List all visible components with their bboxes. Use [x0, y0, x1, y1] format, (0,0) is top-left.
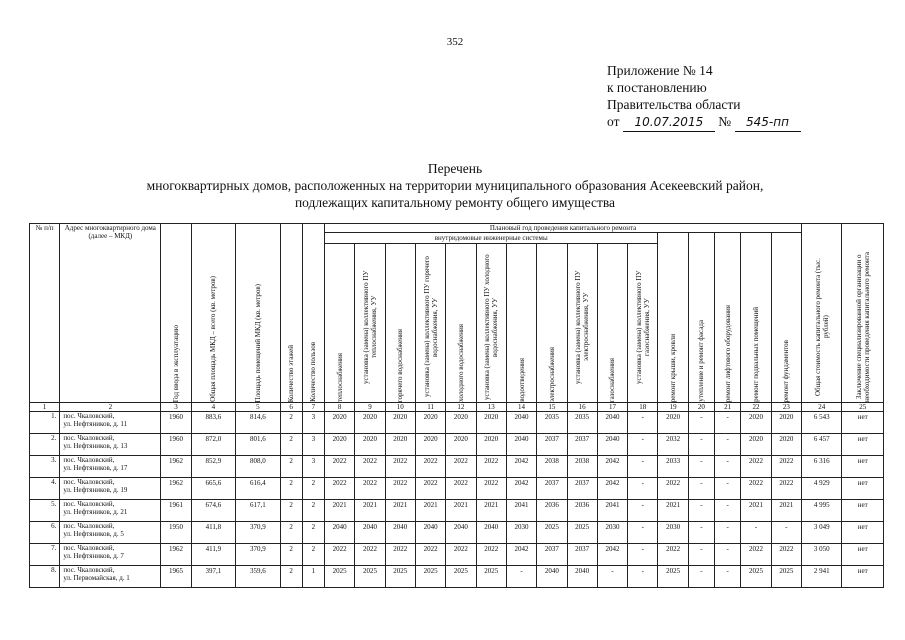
appendix-decree-line	[607, 113, 801, 132]
row-cell-c16: 2040	[567, 566, 597, 588]
row-users: 2	[302, 500, 324, 522]
row-cell-c9: 2020	[355, 412, 385, 434]
row-cell-c15: 2040	[537, 566, 567, 588]
header-floors: Количество этажей	[287, 344, 296, 402]
row-cell-c24: 4 929	[802, 478, 842, 500]
address-line-1: пос. Чкаловский,	[63, 544, 115, 552]
row-cell-c8: 2022	[325, 456, 355, 478]
column-number: 15	[537, 403, 567, 412]
row-address	[60, 522, 161, 544]
table-body	[30, 412, 884, 588]
row-cell-c25: нет	[842, 434, 884, 456]
row-cell-c12: 2025	[446, 566, 476, 588]
header-cost: Общая стоимость капитального ремонта (тыс. рублей)	[813, 258, 830, 396]
row-premises-area: 370,9	[236, 522, 280, 544]
table-row	[30, 544, 884, 566]
header-address: Адрес многоквартирного дома (далее – МКД)	[60, 224, 161, 403]
row-cell-c23: 2022	[771, 478, 801, 500]
row-cell-c9: 2022	[355, 456, 385, 478]
row-cell-c14: 2042	[506, 478, 536, 500]
column-number: 7	[302, 403, 324, 412]
row-cell-c19: 2022	[658, 478, 688, 500]
address-line-1: пос. Чкаловский,	[63, 566, 115, 574]
address-line-2: ул. Нефтяников, д. 21	[63, 508, 128, 516]
row-cell-c20: -	[688, 412, 714, 434]
row-cell-c13: 2020	[476, 434, 506, 456]
table-row	[30, 478, 884, 500]
row-cell-c10: 2022	[385, 544, 415, 566]
row-cell-c9: 2020	[355, 434, 385, 456]
row-cell-c17: 2041	[597, 500, 627, 522]
row-cell-c10: 2022	[385, 456, 415, 478]
row-year: 1965	[161, 566, 191, 588]
column-number: 3	[161, 403, 191, 412]
table-row	[30, 500, 884, 522]
row-users: 3	[302, 434, 324, 456]
row-cell-c25: нет	[842, 500, 884, 522]
row-cell-c19: 2020	[658, 412, 688, 434]
column-number: 2	[60, 403, 161, 412]
row-cell-c8: 2022	[325, 544, 355, 566]
address-line-1: пос. Чкаловский,	[63, 456, 115, 464]
row-cell-c15: 2037	[537, 434, 567, 456]
row-cell-c15: 2038	[537, 456, 567, 478]
row-cell-c14: 2040	[506, 434, 536, 456]
row-cell-c23: 2020	[771, 434, 801, 456]
from-label: от	[607, 114, 620, 129]
row-premises-area: 370,9	[236, 544, 280, 566]
title-line-2: многоквартирных домов, расположенных на территории муниципального образования Асекеевский район,	[146, 178, 764, 193]
row-cell-c23: 2021	[771, 500, 801, 522]
row-cell-c12: 2021	[446, 500, 476, 522]
row-cell-c11: 2021	[415, 500, 445, 522]
row-cell-c14: -	[506, 566, 536, 588]
row-cell-c15: 2037	[537, 544, 567, 566]
row-number: 6.	[30, 522, 60, 544]
row-cell-c16: 2038	[567, 456, 597, 478]
row-year: 1961	[161, 500, 191, 522]
row-cell-c17: 2042	[597, 456, 627, 478]
row-cell-c24: 6 543	[802, 412, 842, 434]
row-year: 1950	[161, 522, 191, 544]
row-cell-c21: -	[715, 522, 741, 544]
appendix-line-3: Правительства области	[607, 97, 741, 112]
header-cold-water: холодного водоснабжения	[456, 324, 465, 402]
row-cell-c11: 2020	[415, 434, 445, 456]
row-cell-c22: 2020	[741, 434, 771, 456]
header-heating-meter: установка (замена) коллективного ПУ теплоснабжения, УУ	[361, 270, 378, 384]
row-premises-area: 808,0	[236, 456, 280, 478]
header-foundation: ремонт фундаментов	[782, 339, 791, 402]
row-total-area: 411,9	[191, 544, 235, 566]
row-cell-c19: 2033	[658, 456, 688, 478]
row-cell-c13: 2022	[476, 544, 506, 566]
row-cell-c12: 2020	[446, 434, 476, 456]
row-cell-c22: 2022	[741, 478, 771, 500]
address-line-2: ул. Нефтяников, д. 5	[63, 530, 124, 538]
row-address	[60, 456, 161, 478]
address-line-2: ул. Нефтяников, д. 17	[63, 464, 128, 472]
row-cell-c8: 2022	[325, 478, 355, 500]
row-floors: 2	[280, 412, 302, 434]
row-users: 3	[302, 412, 324, 434]
row-cell-c11: 2040	[415, 522, 445, 544]
address-line-2: ул. Нефтяников, д. 13	[63, 442, 128, 450]
row-cell-c23: 2022	[771, 544, 801, 566]
row-cell-c19: 2030	[658, 522, 688, 544]
row-cell-c10: 2040	[385, 522, 415, 544]
row-cell-c12: 2040	[446, 522, 476, 544]
row-cell-c9: 2021	[355, 500, 385, 522]
row-cell-c18: -	[628, 478, 658, 500]
row-cell-c12: 2022	[446, 544, 476, 566]
header-hot-water-meter: установка (замена) коллективного ПУ горячего водоснабжения, УУ	[422, 256, 439, 398]
row-cell-c15: 2025	[537, 522, 567, 544]
header-electricity-meter: установка (замена) коллективного ПУ электроснабжения, УУ	[574, 270, 591, 384]
row-floors: 2	[280, 434, 302, 456]
address-line-2: ул. Первомайская, д. 1	[63, 574, 130, 582]
row-total-area: 665,6	[191, 478, 235, 500]
title-line-3: подлежащих капитальному ремонту общего имущества	[294, 195, 616, 210]
address-line-1: пос. Чкаловский,	[63, 412, 115, 420]
column-number: 9	[355, 403, 385, 412]
row-cell-c21: -	[715, 544, 741, 566]
row-cell-c18: -	[628, 434, 658, 456]
row-cell-c22: 2021	[741, 500, 771, 522]
column-number: 1	[30, 403, 60, 412]
row-cell-c14: 2030	[506, 522, 536, 544]
row-cell-c9: 2025	[355, 566, 385, 588]
appendix-block	[607, 62, 801, 132]
row-cell-c13: 2025	[476, 566, 506, 588]
row-address	[60, 434, 161, 456]
header-gas: газоснабжения	[608, 357, 617, 402]
column-number: 20	[688, 403, 714, 412]
row-cell-c13: 2022	[476, 456, 506, 478]
row-number: 3.	[30, 456, 60, 478]
row-total-area: 397,1	[191, 566, 235, 588]
column-numbers-row	[30, 403, 884, 412]
row-cell-c20: -	[688, 478, 714, 500]
appendix-line-2: к постановлению	[607, 80, 707, 95]
row-cell-c16: 2035	[567, 412, 597, 434]
row-number: 5.	[30, 500, 60, 522]
row-users: 3	[302, 456, 324, 478]
row-cell-c23: 2022	[771, 456, 801, 478]
row-total-area: 852,9	[191, 456, 235, 478]
column-number: 10	[385, 403, 415, 412]
column-number: 23	[771, 403, 801, 412]
row-cell-c25: нет	[842, 456, 884, 478]
header-premises-area: Площадь помещений МКД (кв. метров)	[253, 283, 262, 402]
row-cell-c9: 2022	[355, 478, 385, 500]
row-cell-c21: -	[715, 434, 741, 456]
header-conclusion: Заключение специализированной организации о необходимости проведения капитального ремонта	[854, 252, 871, 402]
row-cell-c13: 2021	[476, 500, 506, 522]
row-number: 8.	[30, 566, 60, 588]
row-cell-c15: 2035	[537, 412, 567, 434]
address-line-1: пос. Чкаловский,	[63, 478, 115, 486]
row-cell-c8: 2040	[325, 522, 355, 544]
row-cell-c17: 2040	[597, 412, 627, 434]
row-cell-c11: 2022	[415, 478, 445, 500]
row-cell-c24: 3 050	[802, 544, 842, 566]
page-number: 352	[446, 36, 464, 48]
row-cell-c20: -	[688, 544, 714, 566]
row-cell-c10: 2020	[385, 434, 415, 456]
repair-schedule-table	[29, 223, 884, 588]
row-total-area: 674,6	[191, 500, 235, 522]
row-cell-c11: 2022	[415, 456, 445, 478]
row-cell-c16: 2025	[567, 522, 597, 544]
row-cell-c17: -	[597, 566, 627, 588]
row-cell-c23: -	[771, 522, 801, 544]
row-cell-c8: 2020	[325, 434, 355, 456]
row-cell-c14: 2042	[506, 544, 536, 566]
row-floors: 2	[280, 566, 302, 588]
table-row	[30, 456, 884, 478]
row-address	[60, 412, 161, 434]
row-cell-c16: 2037	[567, 544, 597, 566]
header-electricity: электроснабжения	[547, 346, 556, 402]
row-cell-c16: 2036	[567, 500, 597, 522]
header-cold-water-meter: установка (замена) коллективного ПУ холодного водоснабжения, УУ	[483, 254, 500, 400]
row-cell-c20: -	[688, 500, 714, 522]
row-cell-c24: 6 316	[802, 456, 842, 478]
row-cell-c13: 2022	[476, 478, 506, 500]
row-cell-c8: 2021	[325, 500, 355, 522]
header-facade: утепление и ремонт фасада	[697, 320, 706, 402]
table-row	[30, 566, 884, 588]
address-line-1: пос. Чкаловский,	[63, 500, 115, 508]
row-cell-c21: -	[715, 456, 741, 478]
header-basement: ремонт подвальных помещений	[751, 307, 760, 402]
row-cell-c13: 2020	[476, 412, 506, 434]
row-cell-c17: 2040	[597, 434, 627, 456]
document-title	[60, 160, 850, 211]
row-cell-c15: 2036	[537, 500, 567, 522]
row-cell-c10: 2025	[385, 566, 415, 588]
header-year: Год ввода в эксплуатацию	[172, 324, 180, 402]
row-cell-c14: 2040	[506, 412, 536, 434]
row-cell-c10: 2022	[385, 478, 415, 500]
row-cell-c23: 2020	[771, 412, 801, 434]
row-cell-c15: 2037	[537, 478, 567, 500]
row-total-area: 872,0	[191, 434, 235, 456]
address-line-2: ул. Нефтяников, д. 19	[63, 486, 128, 494]
address-line-1: пос. Чкаловский,	[63, 434, 115, 442]
header-roof: ремонт крыши, кровли	[669, 333, 678, 402]
row-year: 1960	[161, 434, 191, 456]
column-number: 12	[446, 403, 476, 412]
row-premises-area: 616,4	[236, 478, 280, 500]
row-cell-c22: 2022	[741, 456, 771, 478]
row-cell-c17: 2030	[597, 522, 627, 544]
row-cell-c18: -	[628, 412, 658, 434]
column-number: 21	[715, 403, 741, 412]
row-cell-c17: 2042	[597, 478, 627, 500]
row-cell-c13: 2040	[476, 522, 506, 544]
row-year: 1960	[161, 412, 191, 434]
row-cell-c14: 2041	[506, 500, 536, 522]
header-planned-year: Плановый год проведения капитального ремонта	[325, 224, 802, 233]
row-cell-c24: 4 995	[802, 500, 842, 522]
row-cell-c9: 2022	[355, 544, 385, 566]
row-cell-c22: 2025	[741, 566, 771, 588]
row-cell-c24: 2 941	[802, 566, 842, 588]
column-number: 8	[325, 403, 355, 412]
header-heating: теплоснабжения	[335, 353, 344, 402]
row-cell-c23: 2025	[771, 566, 801, 588]
row-cell-c12: 2020	[446, 412, 476, 434]
row-users: 2	[302, 478, 324, 500]
row-cell-c18: -	[628, 566, 658, 588]
column-number: 4	[191, 403, 235, 412]
column-number: 11	[415, 403, 445, 412]
row-cell-c19: 2025	[658, 566, 688, 588]
header-num: № п/п	[30, 224, 60, 403]
row-number: 7.	[30, 544, 60, 566]
table-row	[30, 522, 884, 544]
row-cell-c25: нет	[842, 522, 884, 544]
column-number: 22	[741, 403, 771, 412]
header-gas-meter: установка (замена) коллективного ПУ газоснабжения, УУ	[634, 270, 651, 384]
header-users: Количество пользов	[309, 342, 318, 402]
row-cell-c16: 2037	[567, 478, 597, 500]
row-cell-c22: -	[741, 522, 771, 544]
row-cell-c18: -	[628, 500, 658, 522]
row-address	[60, 500, 161, 522]
row-cell-c25: нет	[842, 412, 884, 434]
row-cell-c11: 2022	[415, 544, 445, 566]
row-premises-area: 617,1	[236, 500, 280, 522]
row-cell-c18: -	[628, 456, 658, 478]
decree-number: 545-пп	[735, 114, 801, 132]
row-address	[60, 544, 161, 566]
appendix-line-1: Приложение № 14	[607, 63, 713, 78]
column-number: 24	[802, 403, 842, 412]
row-floors: 2	[280, 456, 302, 478]
column-number: 14	[506, 403, 536, 412]
row-cell-c11: 2025	[415, 566, 445, 588]
row-year: 1962	[161, 456, 191, 478]
address-line-2: ул. Нефтяников, д. 11	[63, 420, 128, 428]
column-number: 18	[628, 403, 658, 412]
row-cell-c21: -	[715, 412, 741, 434]
row-address	[60, 478, 161, 500]
row-number: 4.	[30, 478, 60, 500]
title-line-1: Перечень	[427, 161, 483, 176]
row-cell-c21: -	[715, 566, 741, 588]
table-row	[30, 412, 884, 434]
header-hot-water: горячего водоснабжения	[396, 328, 405, 402]
row-cell-c20: -	[688, 566, 714, 588]
row-cell-c19: 2022	[658, 544, 688, 566]
row-total-area: 411,8	[191, 522, 235, 544]
number-label: №	[718, 114, 732, 129]
row-cell-c9: 2040	[355, 522, 385, 544]
row-cell-c20: -	[688, 434, 714, 456]
row-cell-c12: 2022	[446, 456, 476, 478]
row-users: 1	[302, 566, 324, 588]
column-number: 13	[476, 403, 506, 412]
row-floors: 2	[280, 500, 302, 522]
header-internal-systems: внутридомовые инженерные системы	[325, 233, 658, 244]
row-cell-c24: 3 049	[802, 522, 842, 544]
row-cell-c20: -	[688, 522, 714, 544]
row-address	[60, 566, 161, 588]
row-cell-c20: -	[688, 456, 714, 478]
row-cell-c18: -	[628, 544, 658, 566]
row-cell-c14: 2042	[506, 456, 536, 478]
row-cell-c25: нет	[842, 566, 884, 588]
address-line-1: пос. Чкаловский,	[63, 522, 115, 530]
column-number: 6	[280, 403, 302, 412]
decree-date: 10.07.2015	[623, 114, 715, 132]
row-cell-c11: 2020	[415, 412, 445, 434]
column-number: 5	[236, 403, 280, 412]
row-cell-c12: 2022	[446, 478, 476, 500]
row-cell-c19: 2021	[658, 500, 688, 522]
row-premises-area: 814,6	[236, 412, 280, 434]
column-number: 19	[658, 403, 688, 412]
column-number: 25	[842, 403, 884, 412]
header-sewerage: водоотведения	[517, 358, 526, 402]
row-cell-c21: -	[715, 478, 741, 500]
row-premises-area: 801,6	[236, 434, 280, 456]
row-cell-c10: 2021	[385, 500, 415, 522]
header-elevator: ремонт лифтового оборудования	[723, 304, 732, 402]
row-cell-c25: нет	[842, 544, 884, 566]
row-cell-c17: 2042	[597, 544, 627, 566]
row-year: 1962	[161, 478, 191, 500]
row-cell-c16: 2037	[567, 434, 597, 456]
row-floors: 2	[280, 544, 302, 566]
row-total-area: 883,6	[191, 412, 235, 434]
row-year: 1962	[161, 544, 191, 566]
row-cell-c21: -	[715, 500, 741, 522]
row-cell-c24: 6 457	[802, 434, 842, 456]
table-row	[30, 434, 884, 456]
row-cell-c8: 2020	[325, 412, 355, 434]
row-floors: 2	[280, 522, 302, 544]
row-number: 2.	[30, 434, 60, 456]
row-users: 2	[302, 522, 324, 544]
address-line-2: ул. Нефтяников, д. 7	[63, 552, 124, 560]
header-total-area: Общая площадь МКД – всего (кв. метров)	[209, 276, 218, 402]
row-users: 2	[302, 544, 324, 566]
row-cell-c25: нет	[842, 478, 884, 500]
row-floors: 2	[280, 478, 302, 500]
row-number: 1.	[30, 412, 60, 434]
column-number: 16	[567, 403, 597, 412]
column-number: 17	[597, 403, 627, 412]
row-cell-c10: 2020	[385, 412, 415, 434]
row-cell-c19: 2032	[658, 434, 688, 456]
row-cell-c18: -	[628, 522, 658, 544]
row-cell-c22: 2020	[741, 412, 771, 434]
row-cell-c22: 2022	[741, 544, 771, 566]
row-premises-area: 359,6	[236, 566, 280, 588]
row-cell-c8: 2025	[325, 566, 355, 588]
